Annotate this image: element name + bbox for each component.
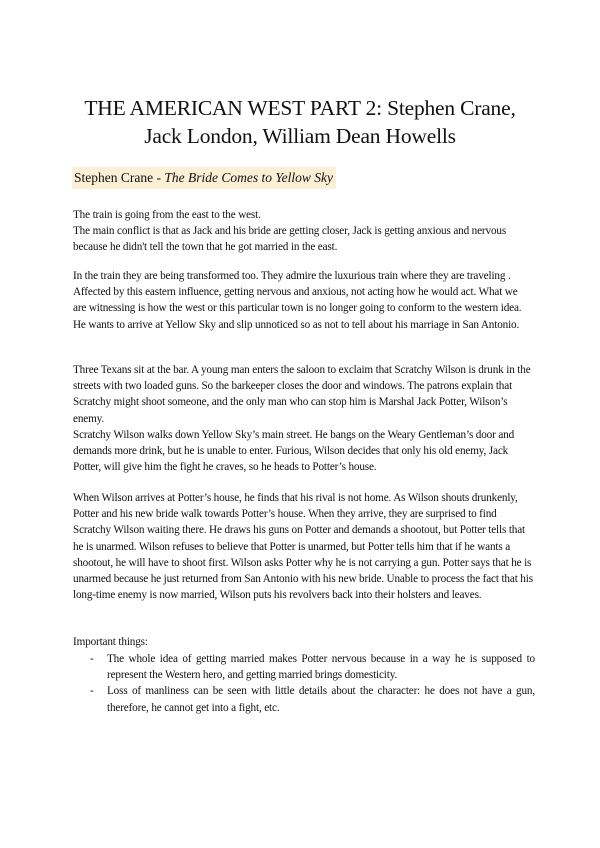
title-line-2: Jack London, William Dean Howells [144, 124, 456, 148]
section-work-title: The Bride Comes to Yellow Sky [164, 170, 333, 185]
list-bullet: - [90, 685, 94, 698]
title-line-1: THE AMERICAN WEST PART 2: Stephen Crane, [84, 96, 516, 120]
important-list [73, 651, 535, 716]
paragraph-4-text: Scratchy Wilson walks down Yellow Sky’s main street. He bangs on the Weary Gentleman’s door and demands more drink, but he is unable to enter. Furious, Wilson decides that only his old enemy, Jack Potter, will give him the fight he craves, so he heads to Potter’s house. [73, 428, 515, 474]
paragraph-3-text: Three Texans sit at the bar. A young man enters the saloon to exclaim that Scratchy Wilson is drunk in the streets with two loaded guns. So the barkeeper closes the door and windows. The patrons explain that Scratchy might shoot someone, and the only man who can stop him is Marshal Jack Potter, Wilson’s enemy. [73, 364, 531, 425]
list-item-text: The whole idea of getting married makes Potter nervous because in a way he is supposed to represent the Western hero, and getting married brings domesticity. [107, 653, 535, 682]
paragraph-2 [73, 268, 533, 333]
list-item [73, 651, 535, 683]
list-bullet: - [90, 653, 94, 665]
section-author: Stephen Crane - [74, 170, 165, 185]
section-heading [72, 167, 336, 189]
paragraph-3 [73, 362, 533, 475]
paragraph-2-text: In the train they are being transformed too. They admire the luxurious train where they are traveling . Affected by this eastern influence, getting nervous and anxious, not acting how he would act. What we are witnessing is how the west or this particular town is no longer going to conform to the western idea. He wants to arrive at Yellow Sky and slip unnoticed so as not to tell about his marriage in San Antonio. [73, 270, 522, 331]
paragraph-5-text: When Wilson arrives at Potter’s house, he finds that his rival is not home. As Wilson shouts drunkenly, Potter and his new bride walk towards Potter’s house. When they arrive, they are surprised to find Scratchy Wilson waiting there. He draws his guns on Potter and demands a shootout, but Potter tells that he is unarmed. Wilson refuses to believe that Potter is unarmed, but Potter tells him that if he wants a shootout, he will have to shoot first. Wilson asks Potter why he is not carrying a gun. Potter says that he is unarmed because he just returned from San Antonio with his new bride. Unable to process the fact that his long-time enemy is now married, Wilson puts his revolvers back into their holsters and leaves. [73, 492, 533, 602]
paragraph-1-line-2: The main conflict is that as Jack and his bride are getting closer, Jack is getting anxious and nervous because he didn't tell the town that he got married in the east. [73, 225, 507, 254]
important-heading [73, 634, 533, 650]
list-item-text: Loss of manliness can be seen with little details about the character: he does not have a gun, therefore, he cannot get into a fight, etc. [107, 685, 535, 714]
list-item [73, 683, 535, 715]
paragraph-1 [73, 207, 533, 256]
paragraph-1-line-1: The train is going from the east to the west. [73, 209, 261, 221]
document-title [40, 94, 560, 150]
paragraph-5 [73, 490, 533, 603]
important-heading-text: Important things: [73, 636, 148, 648]
